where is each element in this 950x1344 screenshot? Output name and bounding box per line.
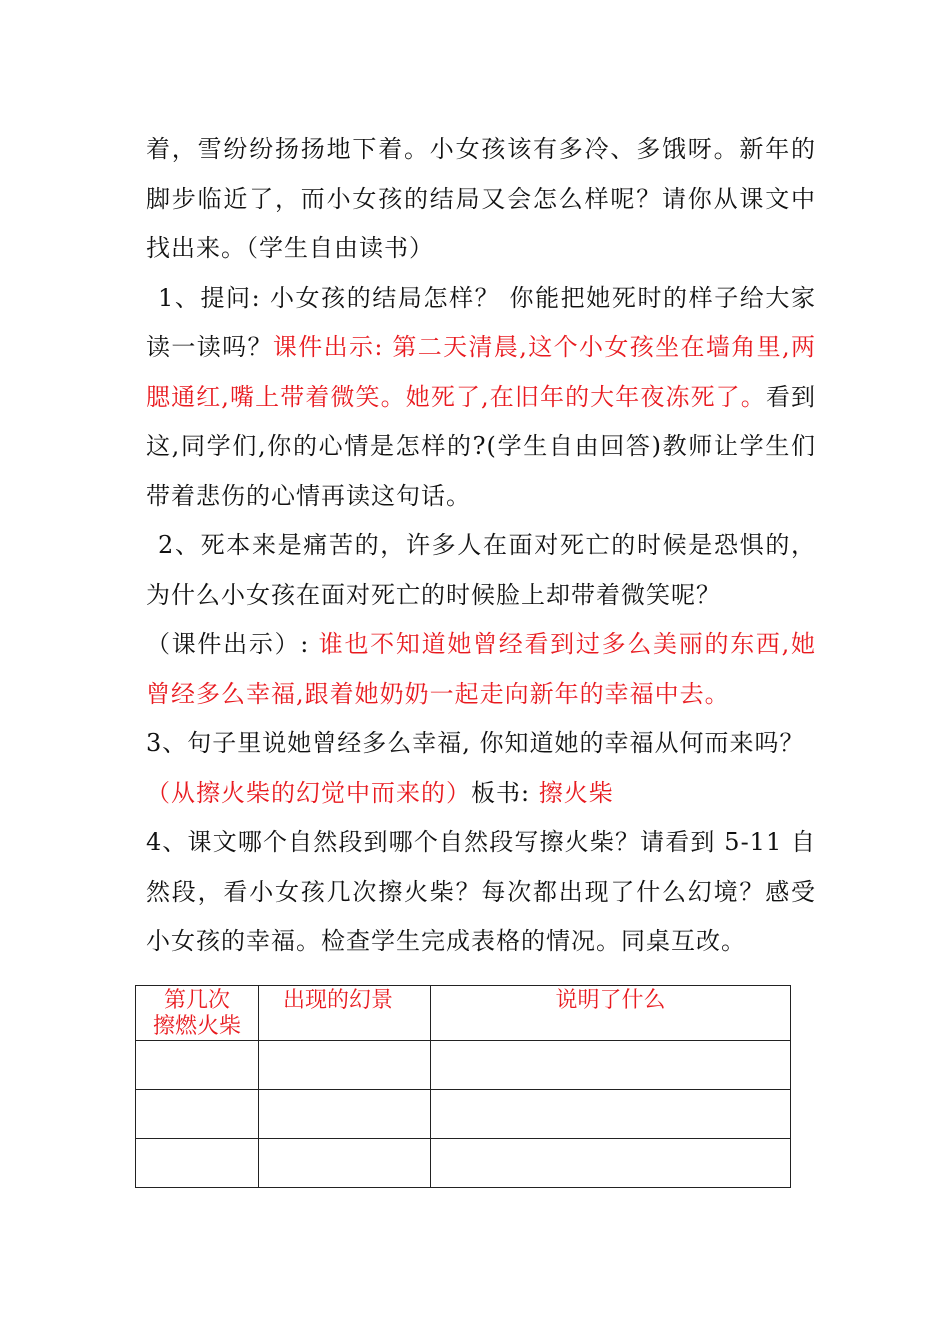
text-segment: 4、课文哪个自然段到哪个自然段写擦火柴？请看到 5-11 自然段，看小女孩几次擦火柴？每次都出现了什么幻境？感受小女孩的幸福。检查学生完成表格的情况。同桌互改。 [146,828,816,955]
table-header-cell-meaning: 说明了什么 [431,986,791,1041]
header-line: 擦燃火柴 [152,1014,241,1039]
table-cell[interactable] [136,1041,259,1090]
text-segment: 看到这,同学们,你的心情是怎样的?(学生自由回答)教师让学生们带着悲伤的心情再读这句话。 [146,382,816,510]
paragraph-question-2 [146,521,816,719]
table-cell[interactable] [431,1139,791,1188]
table-cell[interactable] [259,1090,431,1139]
match-table-wrapper [135,985,791,1188]
table-cell[interactable] [259,1041,431,1090]
table-row [136,1041,791,1090]
table-header-cell-vision: 出现的幻景 [259,986,431,1041]
table-cell[interactable] [259,1139,431,1188]
paragraph-question-3 [146,719,816,818]
table-cell[interactable] [136,1090,259,1139]
match-table [135,985,791,1188]
document-body [146,125,816,967]
board-writing: 擦火柴 [538,778,614,807]
table-cell[interactable] [431,1090,791,1139]
text-segment: 2、死本来是痛苦的，许多人在面对死亡的时候是恐惧的，为什么小女孩在面对死亡的时候脸上却带着微笑呢？ [146,531,816,609]
text-segment: 着，雪纷纷扬扬地下着。小女孩该有多冷、多饿呀。新年的脚步临近了，而小女孩的结局又会怎么样呢？请你从课文中找出来。（学生自由读书） [146,135,816,262]
table-row [136,1139,791,1188]
text-segment: （课件出示）: [146,630,319,658]
paragraph-question-1 [146,274,816,522]
highlighted-quote: 谁也不知道她曾经看到过多么美丽的东西,她曾经多么幸福,跟着她奶奶一起走向新年的幸福中去。 [146,630,816,708]
text-segment: 1、提问: 小女孩的结局怎样？ 你能把她死时的样子给大家读一读吗？ [146,283,816,361]
text-segment: 3、句子里说她曾经多么幸福, 你知道她的幸福从何而来吗？ [146,729,805,757]
paragraph-question-4 [146,818,816,967]
table-cell[interactable] [136,1139,259,1188]
table-header-row [136,986,791,1041]
highlighted-quote: 课件出示: 第二天清晨,这个小女孩坐在墙角里,两腮通红,嘴上带着微笑。她死了,在旧年的大年夜冻死了。 [146,333,816,411]
highlighted-answer: （从擦火柴的幻觉中而来的） [146,778,471,807]
table-cell[interactable] [431,1041,791,1090]
header-line: 第几次 [163,988,230,1013]
text-segment: 板书: [471,778,539,807]
table-header-cell-strike-count [136,986,259,1041]
table-row [136,1090,791,1139]
paragraph-intro [146,125,816,274]
